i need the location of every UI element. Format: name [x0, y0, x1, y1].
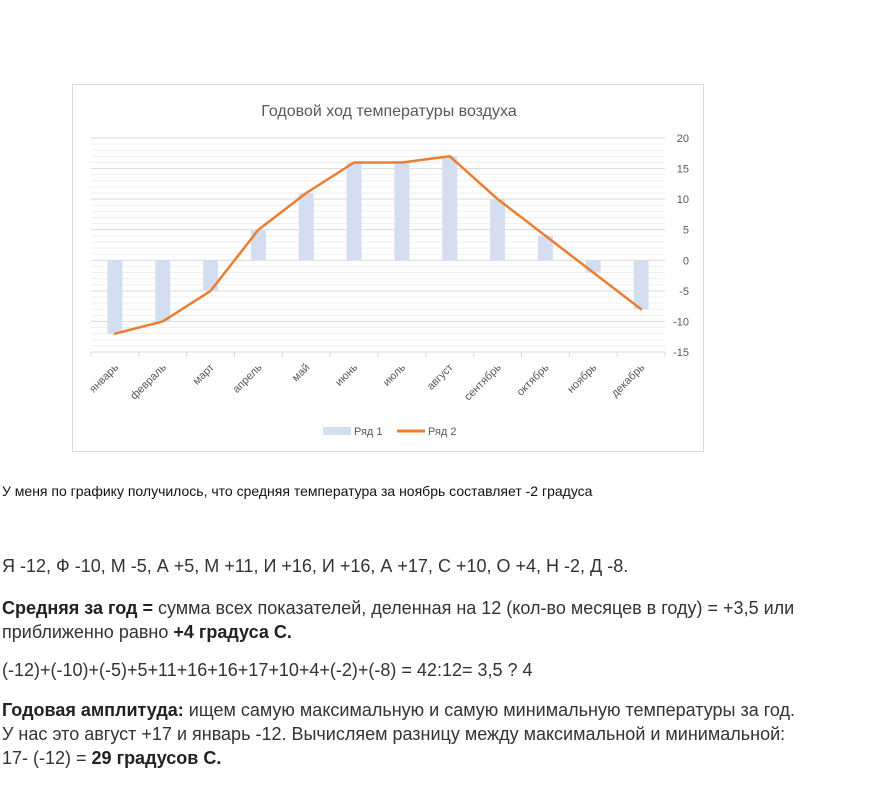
bar-сентябрь [490, 199, 505, 260]
monthly-values-text: Я -12, Ф -10, М -5, А +5, М +11, И +16, И +16, А +17, С +10, О +4, Н -2, Д -8. [2, 556, 629, 576]
y-tick-label: 15 [676, 163, 689, 176]
bar-декабрь [634, 260, 649, 309]
legend-label-line: Ряд 2 [428, 426, 457, 438]
bar-ноябрь [586, 260, 601, 272]
x-tick-label: май [289, 361, 313, 385]
mean-bold-label: Средняя за год = [2, 598, 153, 618]
y-tick-labels [673, 133, 689, 359]
mean-result: +4 градуса С. [173, 622, 292, 642]
x-tick-label: сентябрь [462, 361, 504, 404]
bar-август [442, 156, 457, 260]
x-tick-labels [87, 361, 647, 403]
chart-title: Годовой ход температуры воздуха [261, 103, 517, 120]
chart-frame [72, 84, 704, 452]
x-tick-label: июнь [333, 361, 361, 389]
x-tick-label: август [424, 361, 456, 393]
amplitude-text: ищем самую максимальную и самую минимальную температуры за год. У нас это август +17 и январь -12. Вычисляем разницу между максимальной и минимальной: 17- (-12) = [2, 700, 795, 768]
line-series [115, 156, 641, 333]
bar-март [203, 260, 218, 291]
mean-calculation: (-12)+(-10)+(-5)+5+11+16+16+17+10+4+(-2)+(-8) = 42:12= 3,5 ? 4 [2, 660, 533, 680]
x-tick-label: ноябрь [565, 361, 600, 396]
bar-series [107, 156, 648, 333]
amplitude-result: 29 градусов С. [91, 748, 222, 768]
x-tick-label: октябрь [514, 361, 552, 399]
note-text: У меня по графику получилось, что средняя температура за ноябрь составляет -2 градуса [2, 483, 593, 499]
x-tick-label: февраль [128, 361, 169, 403]
x-tick-label: апрель [230, 361, 265, 396]
y-tick-label: 5 [682, 224, 689, 237]
amplitude-bold-label: Годовая амплитуда: [2, 700, 184, 720]
x-tick-label: июль [380, 361, 409, 389]
bar-январь [107, 260, 122, 333]
y-tick-label: 10 [676, 194, 689, 207]
bar-июнь [347, 162, 362, 260]
x-tick-label: март [190, 361, 217, 388]
temperature-line [115, 156, 641, 333]
bar-июль [394, 162, 409, 260]
y-tick-label: 0 [682, 255, 689, 268]
amplitude-paragraph [2, 698, 802, 770]
bar-апрель [251, 230, 266, 261]
legend [323, 426, 457, 438]
annual-mean-paragraph [2, 596, 802, 644]
y-tick-label: -10 [673, 316, 689, 329]
x-tick-label: январь [87, 361, 122, 396]
chart-svg [73, 85, 703, 451]
bar-февраль [155, 260, 170, 321]
y-tick-label: -15 [673, 347, 689, 359]
legend-swatch-bar [323, 427, 351, 435]
mean-text: сумма всех показателей, деленная на 12 (кол-во месяцев в году) = +3,5 или приближенно равно [2, 598, 795, 642]
legend-label-bar: Ряд 1 [354, 426, 383, 438]
gridlines [91, 138, 665, 357]
bar-май [299, 193, 314, 260]
y-tick-label: 20 [676, 133, 689, 145]
x-tick-label: декабрь [609, 361, 648, 400]
y-tick-label: -5 [679, 285, 689, 298]
